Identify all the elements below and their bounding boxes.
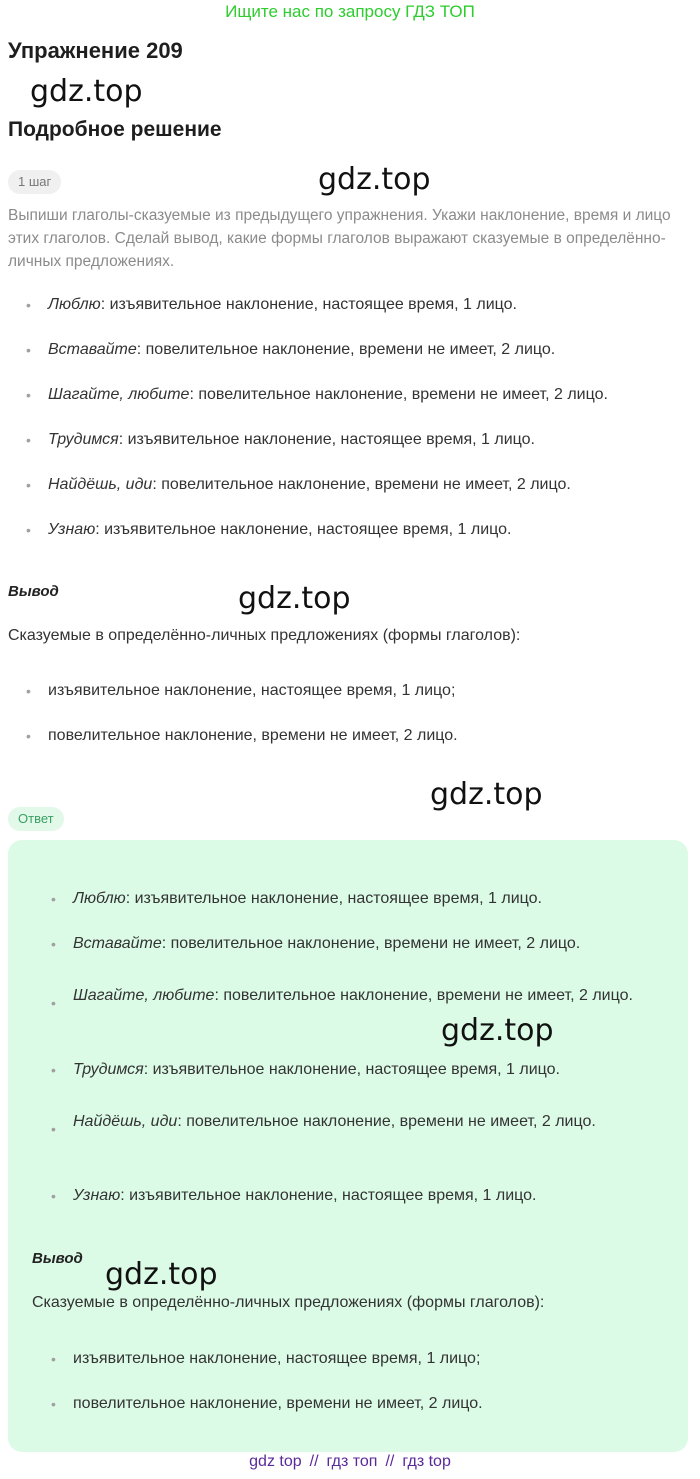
footer-link[interactable]: гдз топ (326, 1453, 378, 1470)
list-item: • изъявительное наклонение, настоящее время, 1 лицо; (73, 1348, 673, 1393)
footer-links (0, 1453, 700, 1471)
verb-analysis: : изъявительное наклонение, настоящее время, 1 лицо. (95, 521, 512, 538)
search-banner: Ищите нас по запросу ГДЗ ТОП (225, 2, 475, 21)
list-item: • изъявительное наклонение, настоящее время, 1 лицо; (48, 680, 688, 725)
bullet-icon: • (51, 1062, 56, 1078)
section-title: Подробное решение (8, 118, 222, 141)
verb: Найдёшь, иди (73, 1113, 178, 1130)
bullet-icon: • (51, 891, 56, 907)
bullet-icon: • (26, 297, 31, 313)
verb: Люблю (48, 296, 101, 313)
list-item: • Трудимся: изъявительное наклонение, настоящее время, 1 лицо. (73, 1059, 673, 1104)
bullet-icon: • (51, 1121, 56, 1137)
verb: Трудимся (48, 431, 119, 448)
bullet-icon: • (26, 477, 31, 493)
separator: // (309, 1453, 319, 1470)
watermark: gdz.top (441, 1013, 554, 1048)
list-item (26, 384, 688, 429)
watermark: gdz.top (430, 777, 543, 812)
verb: Узнаю (48, 521, 96, 538)
bullet-icon: • (26, 387, 31, 403)
verb-analysis: : изъявительное наклонение, настоящее время, 1 лицо. (118, 431, 535, 448)
answer-conclusion-heading: Вывод (32, 1250, 83, 1267)
task-text: Выпиши глаголы-сказуемые из предыдущего упражнения. Укажи наклонение, время и лицо этих глаголов. Сделай вывод, какие формы глаголов выражают сказуемые в определённо-личных предложениях. (8, 207, 671, 270)
verb: Вставайте (48, 341, 137, 358)
bullet-icon: • (26, 342, 31, 358)
conclusion-list (26, 680, 688, 770)
list-item: • Вставайте: повелительное наклонение, времени не имеет, 2 лицо. (73, 933, 673, 978)
verb: Трудимся (73, 1061, 144, 1078)
list-item: • Узнаю: изъявительное наклонение, настоящее время, 1 лицо. (73, 1185, 673, 1230)
footer-link[interactable]: gdz top (249, 1453, 302, 1470)
list-item (26, 429, 688, 474)
bullet-icon: • (26, 728, 31, 744)
answer-conclusion-list (51, 1348, 673, 1438)
verb-analysis: : повелительное наклонение, времени не имеет, 2 лицо. (189, 386, 608, 403)
list-item: • Шагайте, любите: повелительное наклонение, времени не имеет, 2 лицо. (73, 978, 673, 1059)
list-item (26, 339, 688, 384)
list-item: • повелительное наклонение, времени не имеет, 2 лицо. (73, 1393, 673, 1438)
watermark: gdz.top (318, 162, 431, 197)
list-item (26, 519, 688, 564)
watermark: gdz.top (105, 1257, 218, 1292)
answer-list (51, 888, 673, 1230)
watermark: gdz.top (30, 74, 143, 109)
watermark: gdz.top (238, 581, 351, 616)
step-badge: 1 шаг (8, 170, 61, 194)
verb: Шагайте, любите (48, 386, 190, 403)
verb-analysis: : повелительное наклонение, времени не имеет, 2 лицо. (152, 476, 571, 493)
verb-analysis: : повелительное наклонение, времени не имеет, 2 лицо. (136, 341, 556, 358)
verb-analysis: : изъявительное наклонение, настоящее время, 1 лицо. (100, 296, 517, 313)
answer-badge: Ответ (8, 807, 64, 831)
bullet-icon: • (51, 995, 56, 1011)
list-item: • повелительное наклонение, времени не имеет, 2 лицо. (48, 725, 688, 770)
verb: Люблю (73, 890, 126, 907)
solution-list (26, 294, 688, 564)
bullet-icon: • (51, 1396, 56, 1412)
bullet-icon: • (26, 522, 31, 538)
bullet-icon: • (26, 683, 31, 699)
verb: Узнаю (73, 1187, 121, 1204)
separator: // (385, 1453, 395, 1470)
conclusion-heading: Вывод (8, 583, 59, 600)
exercise-title: Упражнение 209 (8, 38, 183, 63)
verb: Найдёшь, иди (48, 476, 153, 493)
verb: Вставайте (73, 935, 162, 952)
bullet-icon: • (51, 1351, 56, 1367)
list-item (26, 474, 688, 519)
answer-conclusion-text: Сказуемые в определённо-личных предложениях (формы глаголов): (32, 1294, 545, 1311)
conclusion-text: Сказуемые в определённо-личных предложениях (формы глаголов): (8, 627, 521, 644)
list-item: • Найдёшь, иди: повелительное наклонение, времени не имеет, 2 лицо. (73, 1104, 673, 1185)
footer-link[interactable]: гдз top (402, 1453, 451, 1470)
list-item (26, 294, 688, 339)
bullet-icon: • (26, 432, 31, 448)
list-item: • Люблю: изъявительное наклонение, настоящее время, 1 лицо. (73, 888, 673, 933)
verb: Шагайте, любите (73, 987, 215, 1004)
bullet-icon: • (51, 936, 56, 952)
bullet-icon: • (51, 1188, 56, 1204)
